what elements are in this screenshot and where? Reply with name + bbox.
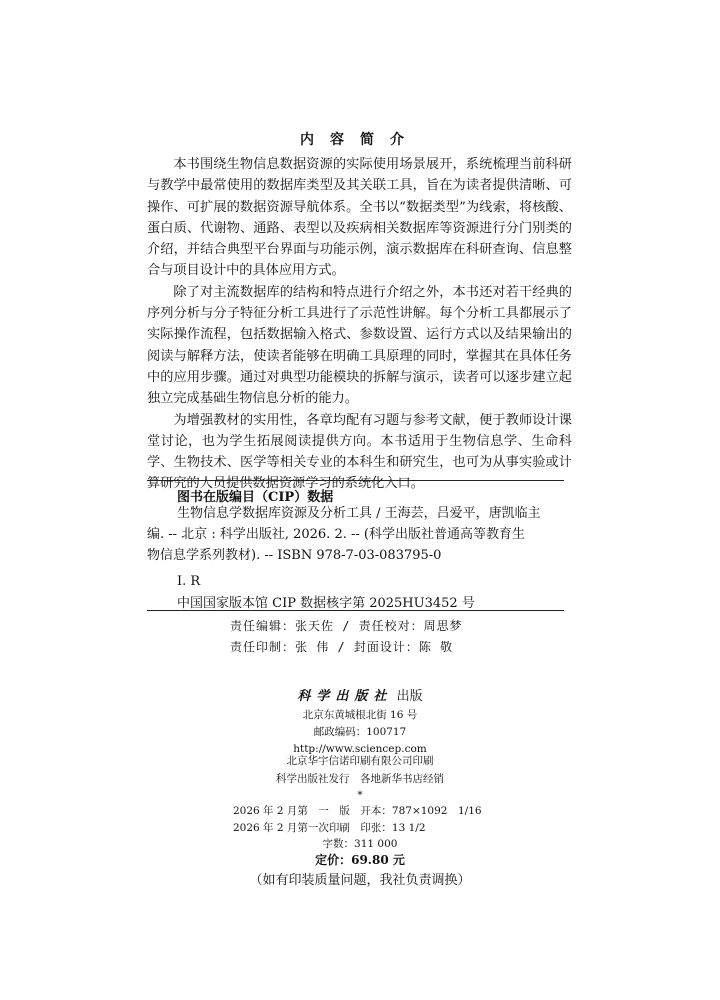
publisher-name [0, 685, 720, 704]
staff-line-2: 责任印制：张 伟 / 封面设计：陈 敬 [230, 640, 454, 654]
staff-line-1: 责任编辑：张天佐 / 责任校对：周思梦 [230, 619, 463, 633]
separator-star: * [357, 789, 363, 801]
distribution-line: 科学出版社发行 各地新华书店经销 [276, 773, 444, 785]
cip-line-1: 生物信息学数据库资源及分析工具 / 王海芸，吕爱平，唐凯临主 [177, 506, 541, 521]
price: 定价：69.80 元 [315, 853, 405, 867]
word-count: 字数：311 000 [322, 838, 398, 850]
publisher-logo: 科学出版社 [297, 689, 393, 704]
cip-heading: 图书在版编目（CIP）数据 [177, 490, 334, 505]
cip-line-2: 编. -- 北京 : 科学出版社, 2026. 2. -- (科学出版社普通高等教育生 [147, 527, 525, 542]
printer-line: 北京华宇信诺印刷有限公司印刷 [286, 755, 434, 767]
cip-classification: Ⅰ. R [177, 574, 201, 589]
intro-title: 内容简介 [300, 132, 420, 148]
intro-paragraph-3: 为增强教材的实用性，各章均配有习题与参考文献，便于教师设计课堂讨论，也为学生拓展阅读提供方向。本书适用于生物信息学、生命科学、生物技术、医学等相关专业的本科生和研究生，也可为从事实验或计算研究的人员提供数据资源学习的系统化入口。 [147, 412, 572, 492]
cip-record-number: 中国国家版本馆 CIP 数据核字第 2025HU3452 号 [177, 596, 475, 611]
publisher-suffix: 出版 [396, 689, 423, 704]
print-line: 2026 年 2 月第一次印刷 印张：13 1/2 [233, 822, 426, 834]
edition-line: 2026 年 2 月第 一 版 开本：787×1092 1/16 [233, 805, 482, 817]
cip-entry [147, 503, 564, 566]
intro-paragraph-2: 除了对主流数据库的结构和特点进行介绍之外，本书还对若干经典的序列分析与分子特征分析工具进行了示范性讲解。每个分析工具都展示了实际操作流程，包括数据输入格式、参数设置、运行方式以及结果输出的阅读与解释方法，使读者能够在明确工具原理的同时，掌握其在具体任务中的应用步骤。通过对典型功能模块的拆解与演示，读者可以逐步建立起独立完成基础生物信息分析的能力。 [147, 284, 572, 407]
intro-paragraph-1: 本书围绕生物信息数据资源的实际使用场景展开，系统梳理当前科研与教学中最常使用的数据库类型及其关联工具，旨在为读者提供清晰、可操作、可扩展的数据资源导航体系。全书以“数据类型”为线索，将核酸、蛋白质、代谢物、通路、表型以及疾病相关数据库等资源进行分门别类的介绍，并结合典型平台界面与功能示例，演示数据库在科研查询、信息整合与项目设计中的具体应用方式。 [147, 157, 572, 279]
quality-notice: （如有印装质量问题，我社负责调换） [249, 873, 471, 888]
intro-text [147, 154, 572, 495]
cip-bottom-rule [147, 610, 564, 611]
cip-top-rule [147, 480, 564, 481]
cip-line-3: 物信息学系列教材). -- ISBN 978-7-03-083795-0 [147, 548, 442, 563]
publisher-website[interactable]: http://www.sciencep.com [293, 743, 427, 755]
publisher-postcode: 邮政编码：100717 [313, 726, 407, 738]
publisher-address: 北京东黄城根北街 16 号 [302, 709, 418, 721]
